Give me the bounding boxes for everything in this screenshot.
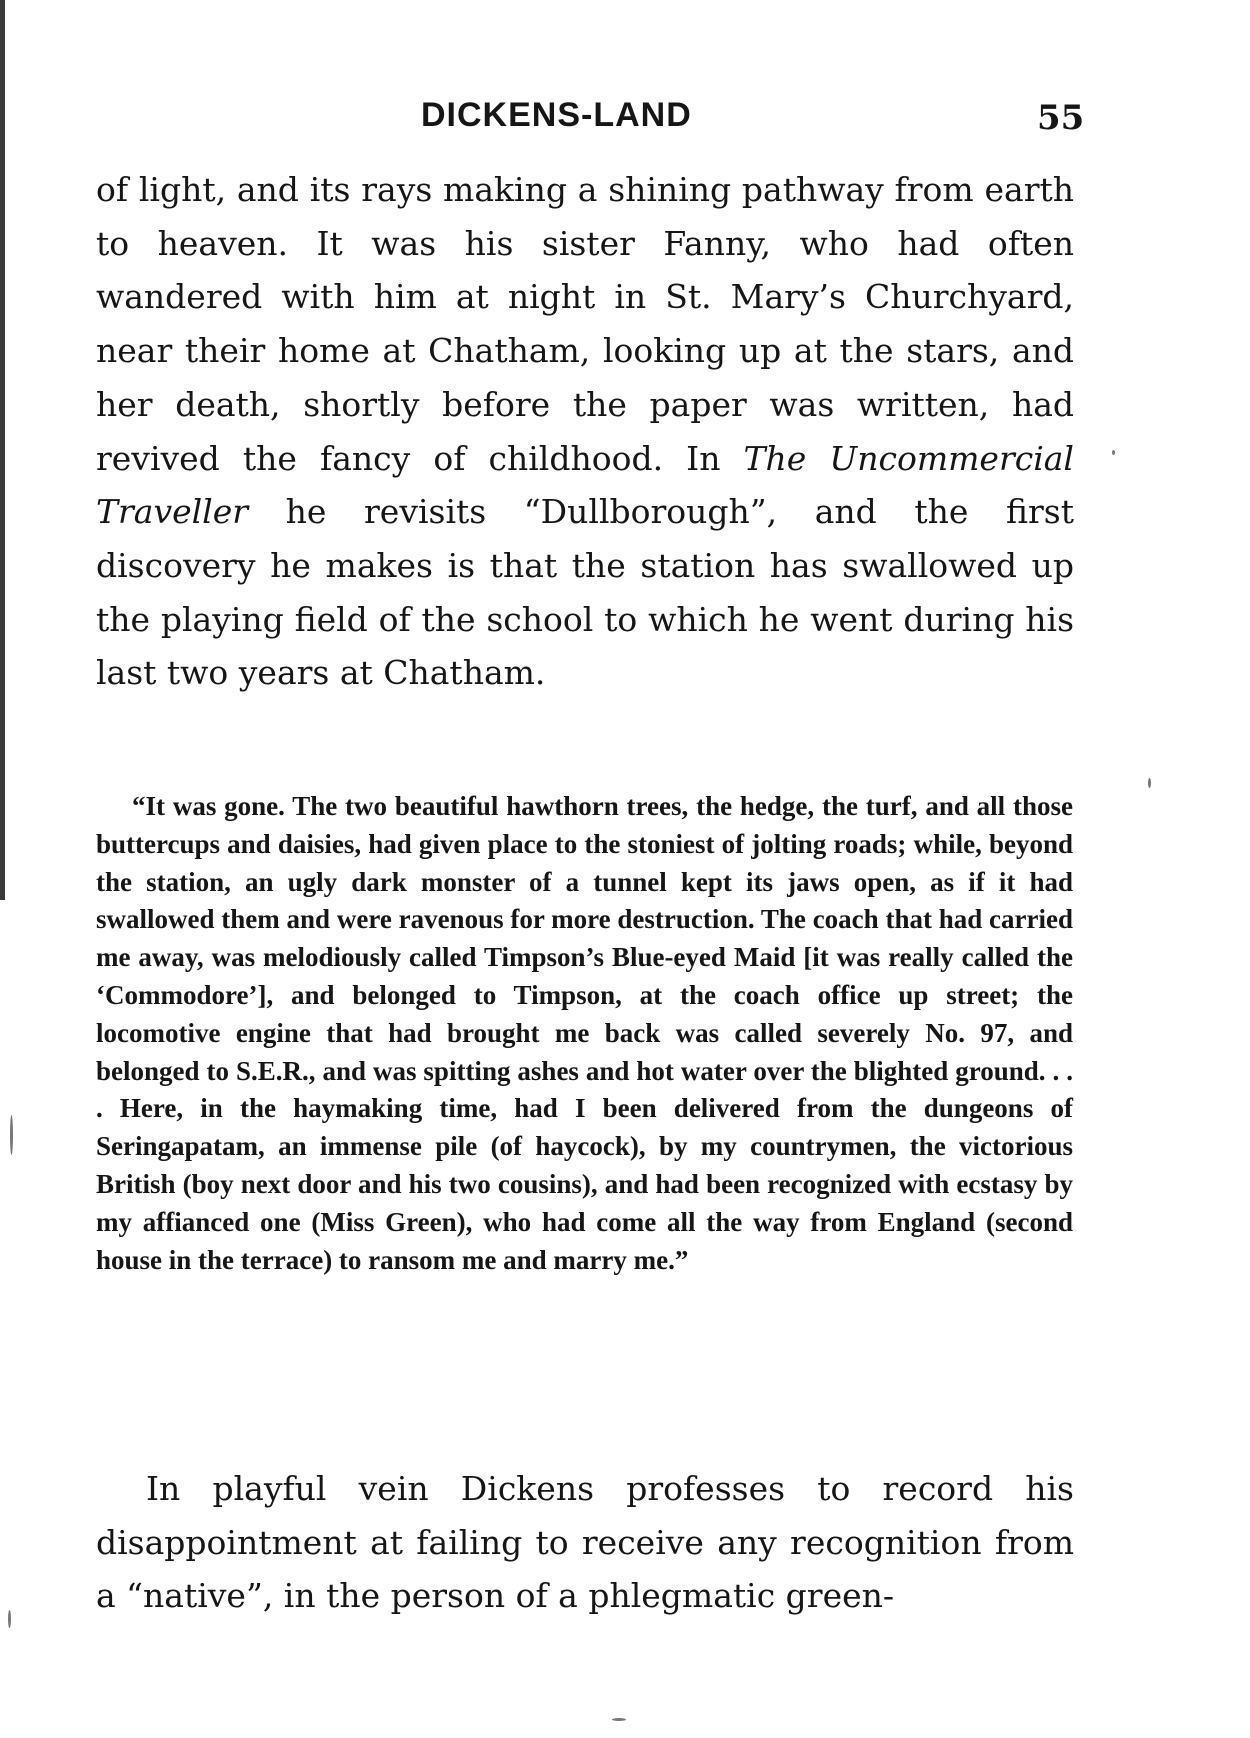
scan-speck [1112, 450, 1115, 455]
block-quotation: “It was gone. The two beautiful hawthorn trees, the hedge, the turf, and all those buttercups and daisies, had given place to the stoniest of jolting roads; while, beyond the station, an ugly dark monster of a tunnel kept its jaws open, as if it had swallowed them and were ravenous for more destruction. The coach that had carried me away, was melodiously called Timpson’s Blue-eyed Maid [it was really called the ‘Commodore’], and belonged to Timpson, at the coach office up street; the locomotive engine that had brought me back was called severely No. 97, and belonged to S.E.R., and was spitting ashes and hot water over the blighted ground. . . . Here, in the haymaking time, had I been delivered from the dungeons of Seringapatam, an immense pile (of haycock), by my countrymen, the victorious British (boy next door and his two cousins), and had been recognized with ecstasy by my affianced one (Miss Green), who had come all the way from England (second house in the terrace) to ransom me and marry me.” [96, 791, 1073, 1275]
scan-speck [10, 1115, 13, 1155]
paragraph-playful-vein: In playful vein Dickens professes to record his disappointment at failing to receive any recognition from a “native”, in the person of a phlegmatic green- [96, 1469, 1074, 1616]
paragraph-text-before-title: of light, and its rays making a shining pathway from earth to heaven. It was his sister Fanny, who had often wandered with him at night in St. Mary’s Churchyard, near their home at Chatham, looking up at the stars, and her death, shortly before the paper was written, had revived the fancy of childhood. In [96, 170, 1074, 478]
running-title: DICKENS-LAND [421, 96, 692, 134]
paragraph-text-after-title: he revisits “Dullborough”, and the first discovery he makes is that the station has swallowed up the playing field of the school to which he went during his last two years at Chatham. [96, 492, 1074, 693]
scan-speck [8, 1610, 11, 1628]
scan-speck [1148, 778, 1151, 788]
page-number: 55 [1037, 98, 1085, 138]
paragraph-continuation [96, 163, 1074, 700]
running-head [0, 92, 1250, 148]
book-title-uncommercial-traveller: The Uncommercial Traveller [96, 438, 1074, 532]
scan-speck [612, 1718, 626, 1721]
